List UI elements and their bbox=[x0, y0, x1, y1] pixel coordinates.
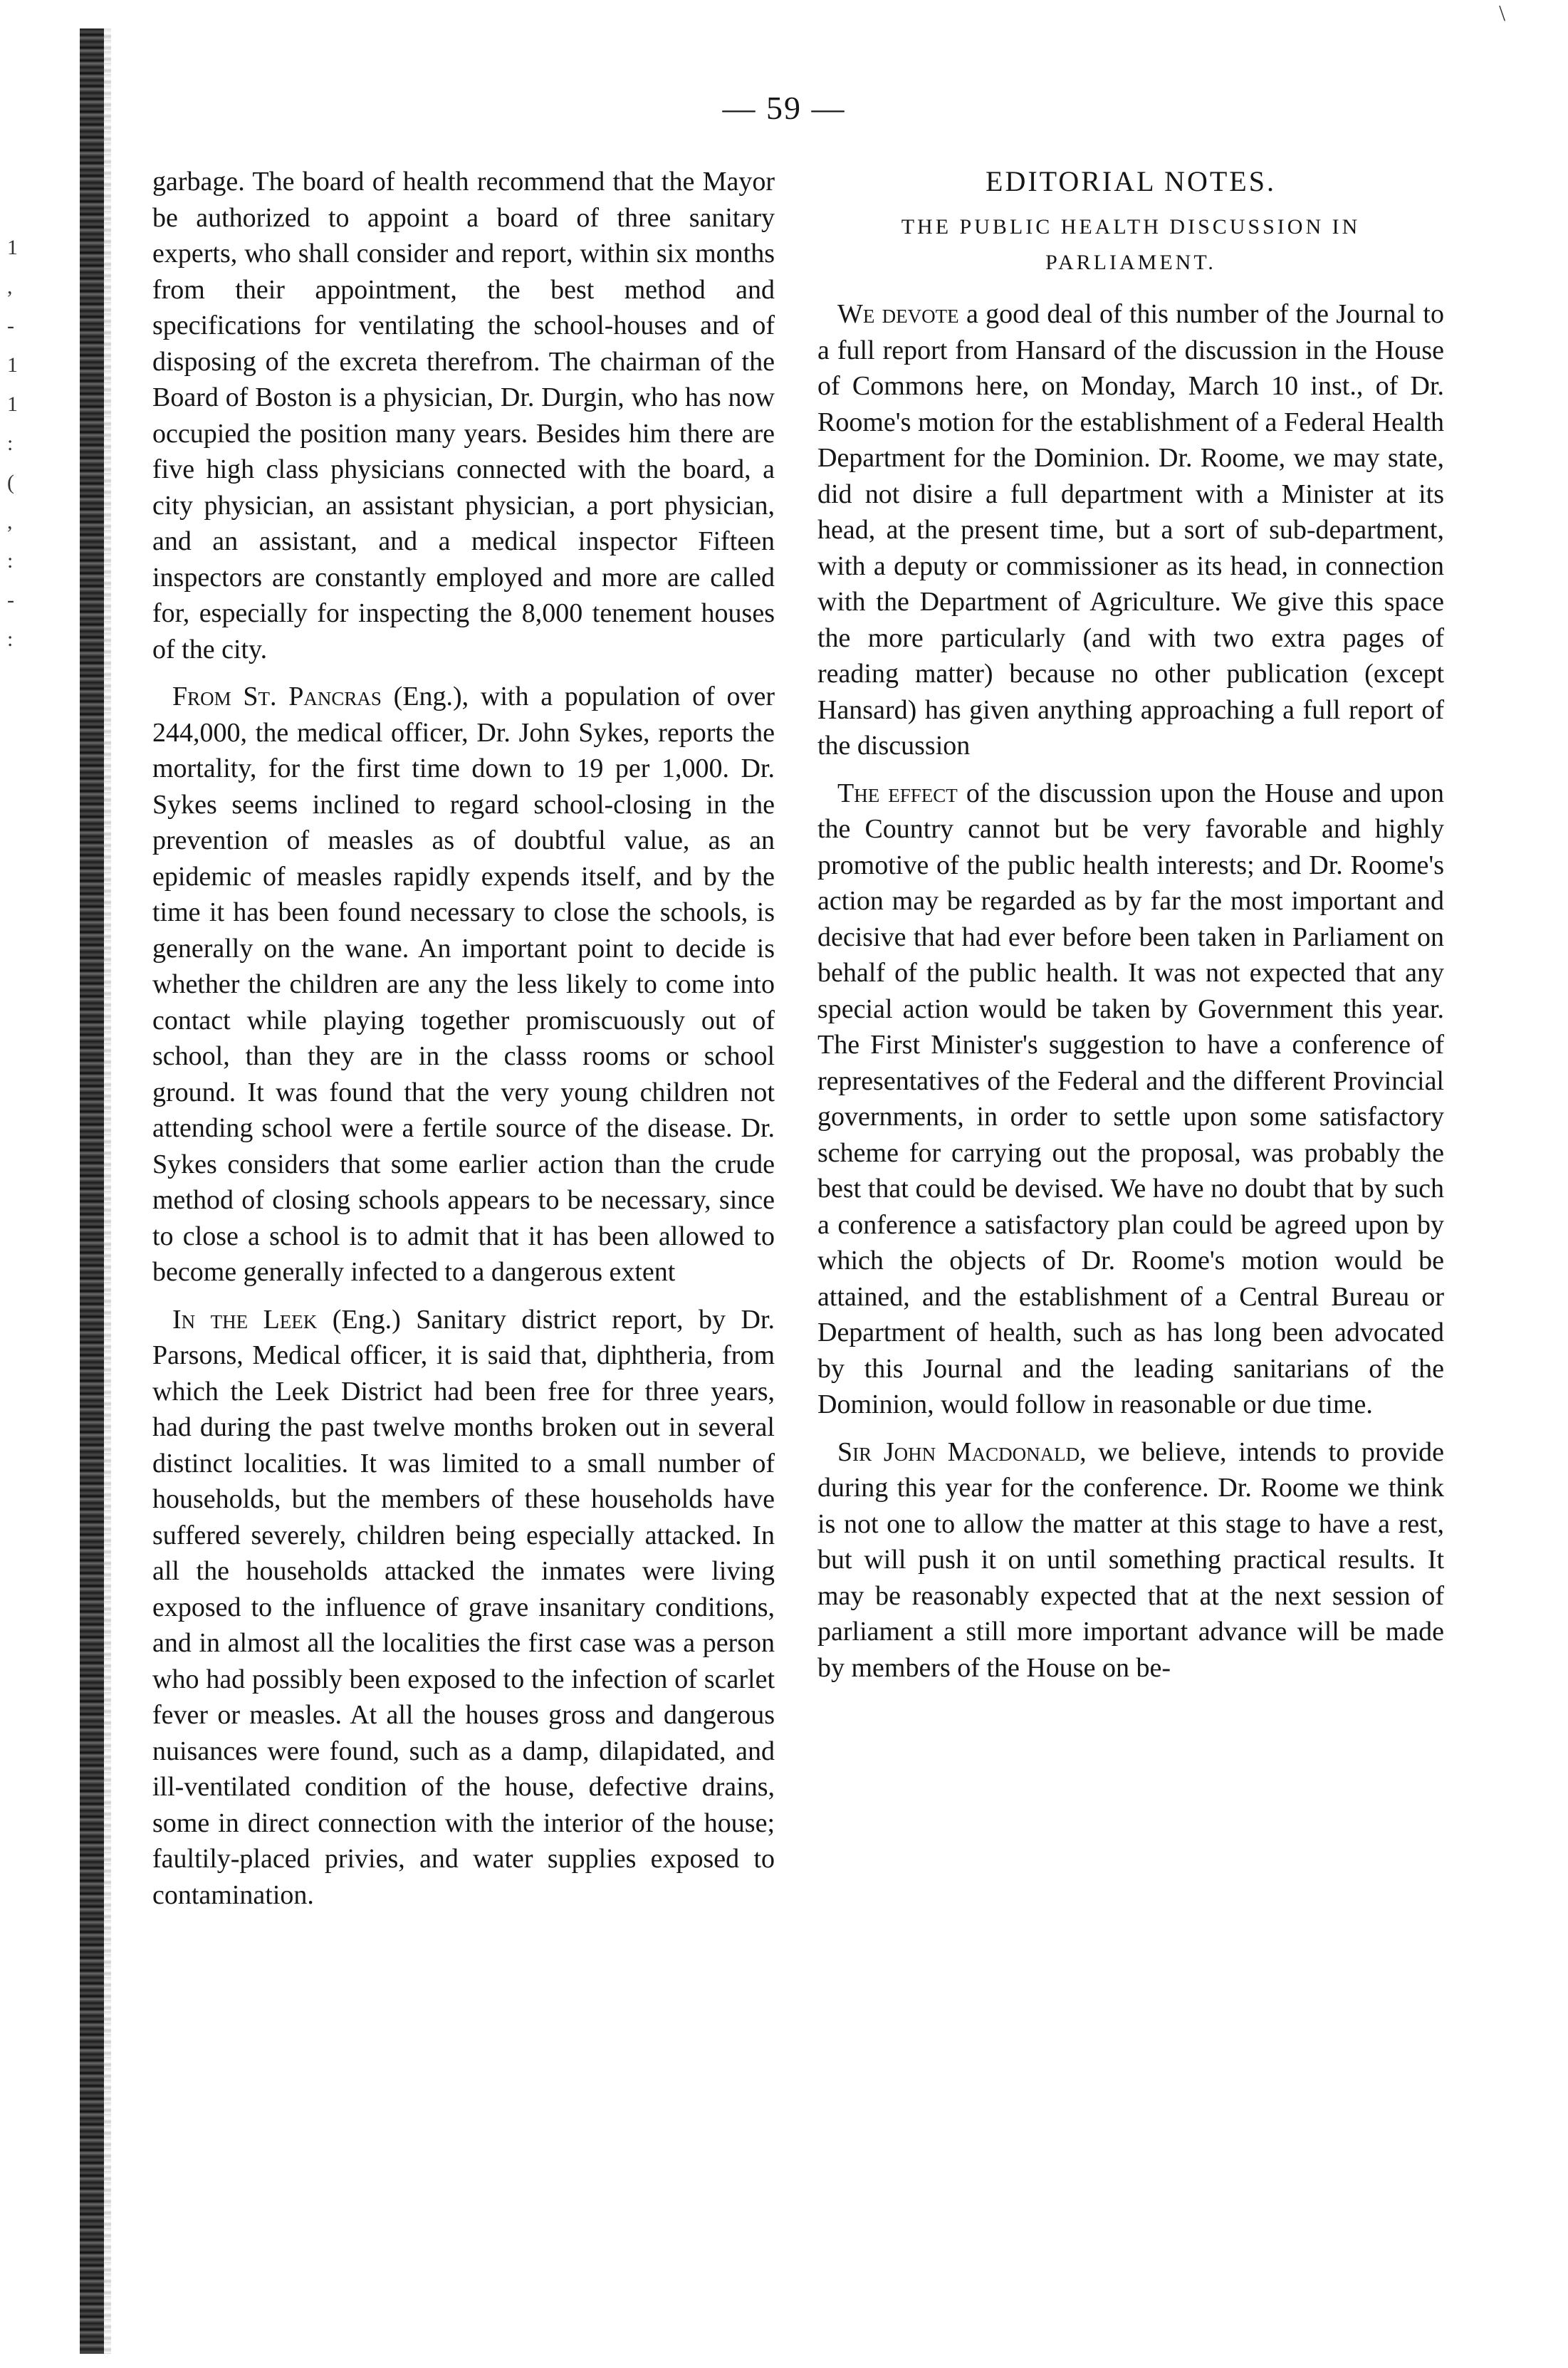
paragraph-body: a good deal of this number of the Journal to a full report from Hansard of the discussion in the House of Commons here, on Monday, March 10 inst., of Dr. Roome's motion for the establishment of a Federal Health Department for the Dominion. Dr. Roome, we may state, did not disire a full department with a Minister at its head, at the present time, but a sort of sub-department, with a deputy or commissioner as its head, in connection with the Department of Agriculture. We give this space the more particularly (and with two extra pages of reading matter) because no other publication (except Hansard) has given anything approaching a full report of the discussion bbox=[817, 299, 1444, 761]
margin-mark: : bbox=[7, 627, 14, 651]
margin-mark: : bbox=[7, 432, 14, 455]
paragraph-lead: The effect bbox=[837, 778, 958, 808]
margin-mark: - bbox=[7, 314, 14, 338]
binding-edge bbox=[80, 28, 104, 2354]
paragraph-body: , we believe, intends to provide during this year for the conference. Dr. Roome we think is not one to allow the matter at this stage to have a rest, but will push it on until something practical results. It may be reasonably expected that at the next session of parliament a still more important advance will be made by members of the House on be- bbox=[817, 1436, 1444, 1683]
margin-mark: , bbox=[7, 510, 13, 533]
corner-mark: \ bbox=[1499, 0, 1505, 26]
paragraph-body: of the discussion upon the House and upon the Country cannot but be very favorable and highly promotive of the public health interests; and Dr. Roome's action may be regarded as by far the most important and decisive that had ever before been taken in Parliament on behalf of the public health. It was not expected that any special action would be taken by Government this year. The First Minister's suggestion to have a conference of representatives of the Federal and the different Provincial governments, in order to settle upon some satisfactory scheme for carrying out the proposal, was probably the best that could be devised. We have no doubt that by such a conference a satisfactory plan could be agreed upon by which the objects of Dr. Roome's motion would be attained, and the establishment of a Central Bureau or Department of health, such as has long been advocated by this Journal and the leading sanitarians of the Dominion, would follow in reasonable or due time. bbox=[817, 778, 1444, 1419]
margin-mark: 1 bbox=[7, 353, 18, 377]
margin-marks bbox=[7, 228, 28, 659]
right-column bbox=[817, 164, 1444, 1697]
margin-mark: ( bbox=[7, 471, 14, 494]
paragraph-body: (Eng.), with a population of over 244,000, the medical officer, Dr. John Sykes, reports the mortality, for the first time down to 19 per 1,000. Dr. Sykes seems inclined to regard school-closing in the prevention of measles as of doubtful value, as an epidemic of measles rapidly expends itself, and by the time it has been found necessary to close the schools, is generally on the wane. An important point to decide is whether the children are any the less likely to come into contact while playing together promiscuously out of school, than they are in the classs rooms or school ground. It was found that the very young children not attending school were a fertile source of the disease. Dr. Sykes considers that some earlier action than the crude method of closing schools appears to be necessary, since to close a school is to admit that it has been allowed to become generally infected to a dangerous extent bbox=[152, 682, 775, 1287]
margin-mark: 1 bbox=[7, 392, 18, 416]
paragraph-body: (Eng.) Sanitary district report, by Dr. Parsons, Medical officer, it is said that, diphtheria, from which the Leek District had been free for three years, had during the past twelve months broken out in several distinct localities. It was limited to a small number of households, but the members of these households have suffered severely, children being especially attacked. In all the households attacked the inmates were living exposed to the influence of grave insanitary conditions, and in almost all the localities the first case was a person who had possibly been exposed to the infection of scarlet fever or measles. At all the houses gross and dangerous nuisances were found, such as a damp, dilapidated, and ill-ventilated condition of the house, defective drains, some in direct connection with the interior of the house; faultily-placed privies, and water supplies exposed to contamination. bbox=[152, 1304, 775, 1910]
paragraph-the-effect bbox=[817, 776, 1444, 1423]
paragraph-we-devote bbox=[817, 296, 1444, 764]
paragraph-lead: In the Leek bbox=[172, 1304, 318, 1335]
paragraph-lead: We devote bbox=[837, 299, 959, 329]
paragraph-st-pancras bbox=[152, 679, 775, 1290]
paragraph-lead: From St. Pancras bbox=[172, 682, 382, 711]
paragraph-leek bbox=[152, 1302, 775, 1914]
margin-mark: 1 bbox=[7, 236, 18, 259]
paragraph-sir-john bbox=[817, 1434, 1444, 1686]
paragraph-garbage-continued: garbage. The board of health recommend that the Mayor be authorized to appoint a board of three sanitary experts, who shall consider and report, within six months from their appointment, the best method and specifications for ventilating the school-houses and of disposing of the excreta therefrom. The chairman of the Board of Boston is a physician, Dr. Durgin, who has now occupied the position many years. Besides him there are five high class physicians connected with the board, a city physician, an assistant physician, a port physician, and an assistant, and a medical inspector Fifteen inspectors are constantly employed and more are called for, especially for inspecting the 8,000 tenement houses of the city. bbox=[152, 167, 775, 664]
margin-mark: : bbox=[7, 549, 14, 573]
left-column bbox=[152, 164, 775, 1924]
paragraph-lead: Sir John Macdonald bbox=[837, 1436, 1080, 1467]
margin-mark: , bbox=[7, 275, 13, 298]
section-title: EDITORIAL NOTES. bbox=[986, 165, 1276, 197]
section-subtitle: THE PUBLIC HEALTH DISCUSSION IN PARLIAMENT. bbox=[901, 215, 1361, 274]
page-number: — 59 — bbox=[722, 90, 846, 126]
margin-mark: - bbox=[7, 588, 14, 612]
